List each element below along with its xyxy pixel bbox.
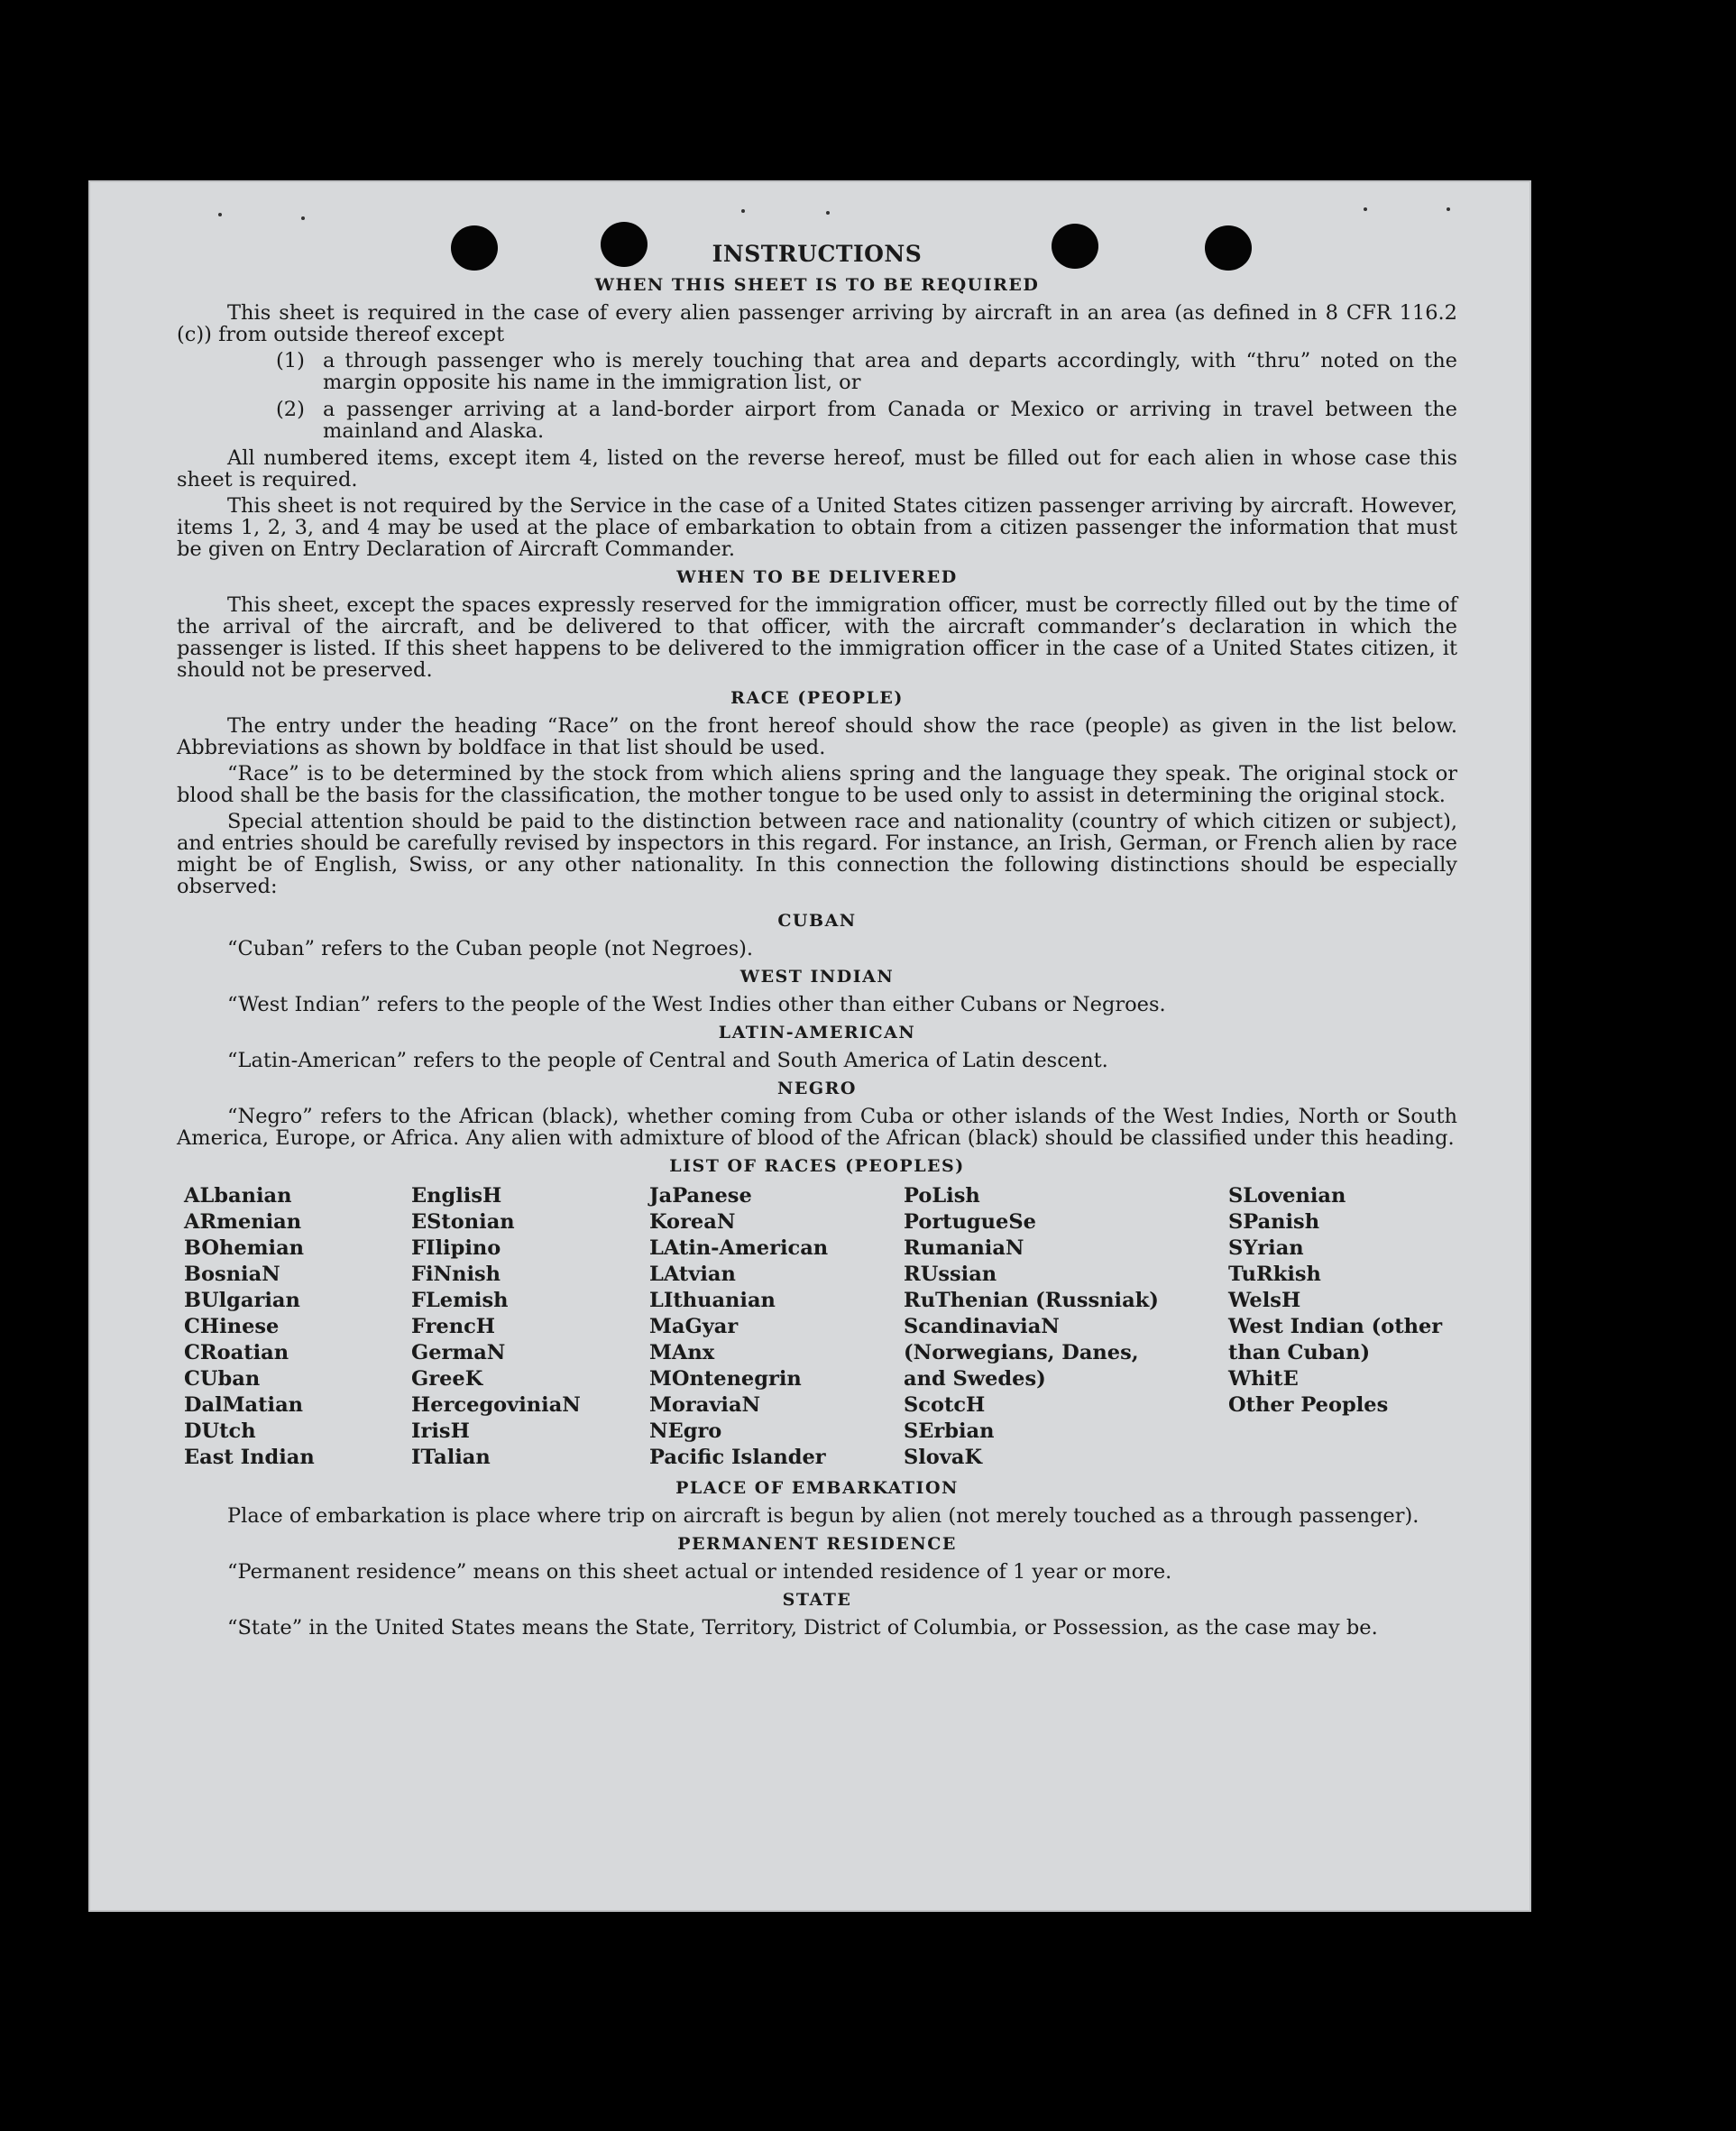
item-text: a passenger arriving at a land-border airport from Canada or Mexico or arriving in travel between the mainland and Alaska. bbox=[323, 398, 1457, 443]
race-item: SLovenian bbox=[1228, 1184, 1346, 1208]
race-item: RuThenian (Russniak) bbox=[904, 1289, 1159, 1312]
race-paragraph-2: “Race” is to be determined by the stock from which aliens spring and the language they speak. The original stock or blood shall be the basis for the classification, the mother tongue to be used only to assist in determining the original stock. bbox=[177, 762, 1457, 807]
races-list bbox=[184, 1183, 1457, 1471]
races-column-5 bbox=[1228, 1183, 1463, 1471]
race-item: LAtin-American bbox=[649, 1236, 829, 1260]
heading-cuban: CUBAN bbox=[777, 911, 857, 931]
race-item: BosniaN bbox=[184, 1263, 280, 1286]
race-item: PoLish bbox=[904, 1184, 980, 1208]
race-item: West Indian (other than Cuban) bbox=[1228, 1315, 1443, 1364]
race-item: SlovaK bbox=[904, 1446, 983, 1469]
race-item: CHinese bbox=[184, 1315, 280, 1338]
required-intro: This sheet is required in the case of every alien passenger arriving by aircraft in an area (as defined in 8 CFR 116.2 (c)) from outside thereof except bbox=[177, 301, 1457, 346]
race-item: RUssian bbox=[904, 1263, 997, 1286]
race-item: East Indian bbox=[184, 1446, 315, 1469]
heading-embarkation: PLACE OF EMBARKATION bbox=[675, 1478, 959, 1498]
race-item: WelsH bbox=[1228, 1289, 1301, 1312]
west-indian-text: “West Indian” refers to the people of the West Indies other than either Cubans or Negroes. bbox=[227, 993, 1166, 1016]
heading-permanent-residence: PERMANENT RESIDENCE bbox=[677, 1534, 957, 1554]
latin-american-text: “Latin-American” refers to the people of Central and South America of Latin descent. bbox=[227, 1049, 1108, 1072]
race-item: BOhemian bbox=[184, 1236, 305, 1260]
race-item: RumaniaN bbox=[904, 1236, 1024, 1260]
race-paragraph-3: Special attention should be paid to the distinction between race and nationality (country of which citizen or subject), and entries should be carefully revised by inspectors in this regard. For instance, an Irish, German, or French alien by race might be of English, Swiss, or any other nationality. In this connection the following distinctions should be especially observed: bbox=[177, 810, 1457, 898]
race-item: NEgro bbox=[649, 1419, 722, 1443]
residence-text: “Permanent residence” means on this sheet actual or intended residence of 1 year or more. bbox=[227, 1560, 1172, 1584]
required-paragraph-2: All numbered items, except item 4, listed on the reverse hereof, must be filled out for each alien in whose case this sheet is required. bbox=[177, 446, 1457, 491]
race-item: MAnx bbox=[649, 1341, 715, 1364]
instructions-content bbox=[177, 243, 1457, 1643]
race-item: FLemish bbox=[411, 1289, 509, 1312]
race-item: IrisH bbox=[411, 1419, 470, 1443]
races-column-1 bbox=[184, 1183, 411, 1471]
race-item: MaGyar bbox=[649, 1315, 739, 1338]
race-item: Pacific Islander bbox=[649, 1446, 826, 1469]
race-item: ITalian bbox=[411, 1446, 491, 1469]
speck bbox=[1447, 207, 1450, 211]
race-item: SPanish bbox=[1228, 1210, 1320, 1234]
race-item: DUtch bbox=[184, 1419, 256, 1443]
race-item: SYrian bbox=[1228, 1236, 1304, 1260]
exception-item-2 bbox=[276, 399, 1457, 442]
page-title: INSTRUCTIONS bbox=[712, 241, 923, 267]
delivered-paragraph: This sheet, except the spaces expressly reserved for the immigration officer, must be correctly filled out by the time of the arrival of the aircraft, and be delivered to that officer, with the aircraft commander’s declaration in which the passenger is listed. If this sheet happens to be delivered to the immigration officer in the case of a United States citizen, it should not be preserved. bbox=[177, 593, 1457, 682]
race-item: FiNnish bbox=[411, 1263, 501, 1286]
required-paragraph-3: This sheet is not required by the Service in the case of a United States citizen passenger arriving by aircraft. However, items 1, 2, 3, and 4 may be used at the place of embarkation to obtain from a citizen passenger the information that must be given on Entry Declaration of Aircraft Commander. bbox=[177, 494, 1457, 561]
races-column-2 bbox=[411, 1183, 649, 1471]
race-item: CUban bbox=[184, 1367, 261, 1391]
race-item: ScandinaviaN (Norwegians, Danes, and Swedes) bbox=[904, 1315, 1139, 1391]
heading-west-indian: WEST INDIAN bbox=[739, 967, 895, 987]
embarkation-text: Place of embarkation is place where trip on aircraft is begun by alien (not merely touched as a through passenger). bbox=[227, 1504, 1419, 1528]
race-item: KoreaN bbox=[649, 1210, 736, 1234]
state-text: “State” in the United States means the State, Territory, District of Columbia, or Possession, as the case may be. bbox=[227, 1616, 1378, 1640]
item-text: a through passenger who is merely touching that area and departs accordingly, with “thru” noted on the margin opposite his name in the immigration list, or bbox=[323, 349, 1457, 394]
heading-state: STATE bbox=[782, 1590, 852, 1610]
races-column-4 bbox=[904, 1183, 1228, 1471]
heading-list-of-races: LIST OF RACES (PEOPLES) bbox=[669, 1156, 965, 1176]
race-item: EStonian bbox=[411, 1210, 515, 1234]
race-item: GreeK bbox=[411, 1367, 483, 1391]
speck bbox=[218, 213, 222, 216]
race-item: MOntenegrin bbox=[649, 1367, 802, 1391]
race-item: ScotcH bbox=[904, 1393, 986, 1417]
item-number: (1) bbox=[276, 349, 305, 372]
race-item: FIlipino bbox=[411, 1236, 501, 1260]
heading-latin-american: LATIN-AMERICAN bbox=[718, 1023, 916, 1043]
speck bbox=[826, 211, 830, 215]
race-item: BUlgarian bbox=[184, 1289, 300, 1312]
heading-when-required: WHEN THIS SHEET IS TO BE REQUIRED bbox=[594, 275, 1040, 295]
exception-item-1 bbox=[276, 350, 1457, 393]
race-item: WhitE bbox=[1228, 1367, 1299, 1391]
race-item: LAtvian bbox=[649, 1263, 736, 1286]
item-number: (2) bbox=[276, 398, 305, 421]
speck bbox=[1364, 207, 1367, 211]
race-item: CRoatian bbox=[184, 1341, 289, 1364]
race-item: GermaN bbox=[411, 1341, 506, 1364]
race-item: FrencH bbox=[411, 1315, 496, 1338]
negro-text: “Negro” refers to the African (black), whether coming from Cuba or other islands of the West Indies, North or South America, Europe, or Africa. Any alien with admixture of blood of the African (black) should be classified under this heading. bbox=[177, 1105, 1457, 1150]
races-column-3 bbox=[649, 1183, 904, 1471]
race-item: DalMatian bbox=[184, 1393, 304, 1417]
heading-negro: NEGRO bbox=[777, 1079, 857, 1098]
race-item: LIthuanian bbox=[649, 1289, 776, 1312]
race-item: ARmenian bbox=[184, 1210, 302, 1234]
race-item: TuRkish bbox=[1228, 1263, 1321, 1286]
race-item: MoraviaN bbox=[649, 1393, 761, 1417]
race-item: SErbian bbox=[904, 1419, 995, 1443]
race-item: ALbanian bbox=[184, 1184, 292, 1208]
race-item: JaPanese bbox=[649, 1184, 752, 1208]
race-paragraph-1: The entry under the heading “Race” on the front hereof should show the race (people) as given in the list below. Abbreviations as shown by boldface in that list should be used. bbox=[177, 714, 1457, 759]
speck bbox=[741, 209, 745, 213]
heading-race: RACE (PEOPLE) bbox=[730, 688, 904, 708]
cuban-text: “Cuban” refers to the Cuban people (not Negroes). bbox=[227, 937, 754, 960]
race-item: PortugueSe bbox=[904, 1210, 1036, 1234]
race-item: Other Peoples bbox=[1228, 1393, 1389, 1417]
heading-when-delivered: WHEN TO BE DELIVERED bbox=[676, 567, 958, 587]
race-item: EnglisH bbox=[411, 1184, 502, 1208]
speck bbox=[301, 216, 305, 220]
document-sheet bbox=[88, 180, 1531, 1912]
race-item: HercegoviniaN bbox=[411, 1393, 581, 1417]
